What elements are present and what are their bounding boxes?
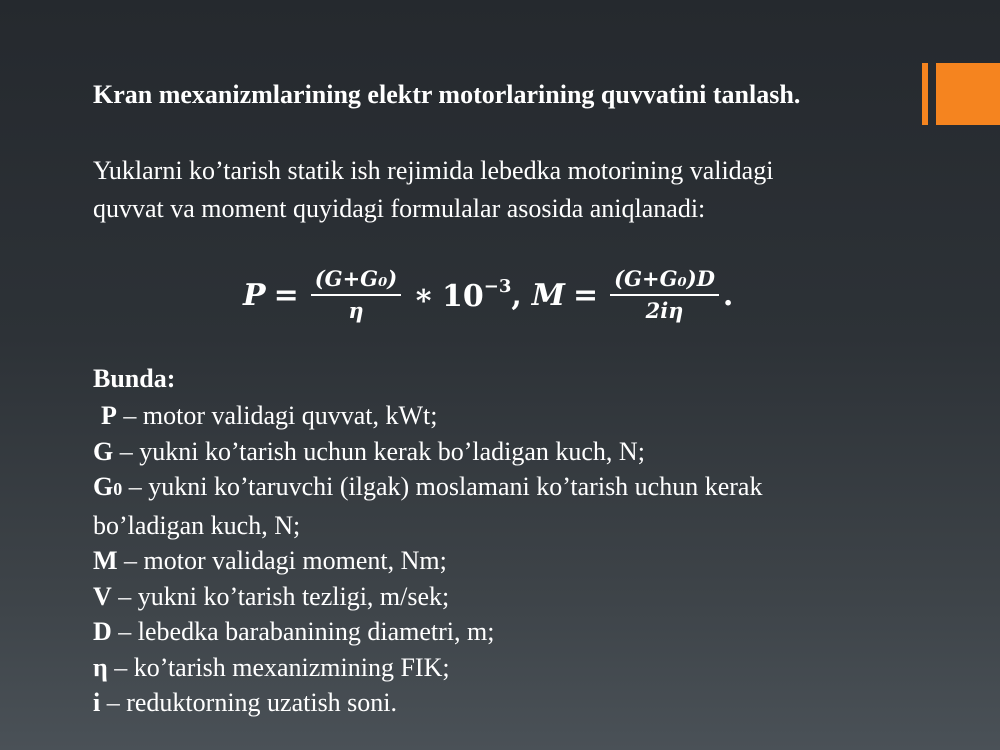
formula-comma: , <box>511 277 522 313</box>
orange-accent-decoration <box>922 63 1000 125</box>
formula-power-of-ten <box>442 276 511 314</box>
definition-text: – ko’tarish mexanizmining FIK; <box>107 652 450 682</box>
definition-item <box>93 508 873 544</box>
formula-m-variable: M <box>531 277 566 313</box>
intro-line-1: Yuklarni ko’tarish statik ish rejimida lebedka motorining validagi <box>93 156 774 185</box>
definition-symbol-subscript: 0 <box>113 479 123 499</box>
formula-m-denominator: 2iη <box>645 298 684 323</box>
formula-p-denominator: η <box>348 298 364 323</box>
formula-p-numerator: (G+G₀) <box>314 266 398 291</box>
definition-item <box>93 614 873 650</box>
definition-text: – lebedka barabanining diametri, m; <box>111 617 495 646</box>
accent-thin-bar <box>922 63 928 125</box>
definition-text: bo’ladigan kuch, N; <box>93 510 301 540</box>
definition-symbol: M <box>93 546 118 575</box>
definition-symbol: η <box>93 652 108 682</box>
formula-m-numerator: (G+G₀)D <box>614 266 715 291</box>
formula-period: . <box>722 277 734 313</box>
slide-title: Kran mexanizmlarining elektr motorlarining quvvatini tanlash. <box>93 80 801 109</box>
definition-text: – motor validagi moment, Nm; <box>117 546 447 575</box>
formula-m-fraction <box>610 264 719 326</box>
definition-text: – yukni ko’tarish uchun kerak bo’ladigan kuch, N; <box>113 436 645 466</box>
bunda-label: Bunda: <box>93 364 176 393</box>
definition-item <box>93 579 873 615</box>
definition-item <box>93 543 873 579</box>
definition-item <box>93 685 873 721</box>
formula-equals-2: = <box>573 277 599 313</box>
definition-symbol: D <box>93 617 112 646</box>
definition-text: – yukni ko’tarish tezligi, m/sek; <box>111 581 450 611</box>
definition-item <box>93 434 873 470</box>
definition-item <box>93 398 873 434</box>
definition-symbol: i <box>93 688 101 717</box>
formula-exponent: −3 <box>483 276 512 297</box>
formula-p-variable: P <box>243 277 266 313</box>
definition-item <box>93 650 873 686</box>
formula-base: 10 <box>441 279 484 314</box>
definitions-list <box>93 398 873 721</box>
definition-item <box>93 469 873 508</box>
definition-symbol: V <box>93 581 112 611</box>
accent-block <box>936 63 1000 125</box>
definition-symbol: P <box>101 401 117 430</box>
definition-symbol: G <box>93 472 114 501</box>
intro-line-2: quvvat va moment quyidagi formulalar asosida aniqlanadi: <box>93 194 706 223</box>
power-moment-formula <box>243 255 733 335</box>
definition-text: – reduktorning uzatish soni. <box>100 688 398 717</box>
definition-text: – motor validagi quvvat, kWt; <box>116 401 438 430</box>
formula-equals-1: = <box>273 277 299 313</box>
formula-p-fraction <box>311 264 402 326</box>
formula-times: ∗ <box>413 277 434 313</box>
definition-symbol: G <box>93 436 114 466</box>
definition-text: – yukni ko’taruvchi (ilgak) moslamani ko’tarish uchun kerak <box>122 472 763 501</box>
intro-paragraph <box>93 152 893 228</box>
